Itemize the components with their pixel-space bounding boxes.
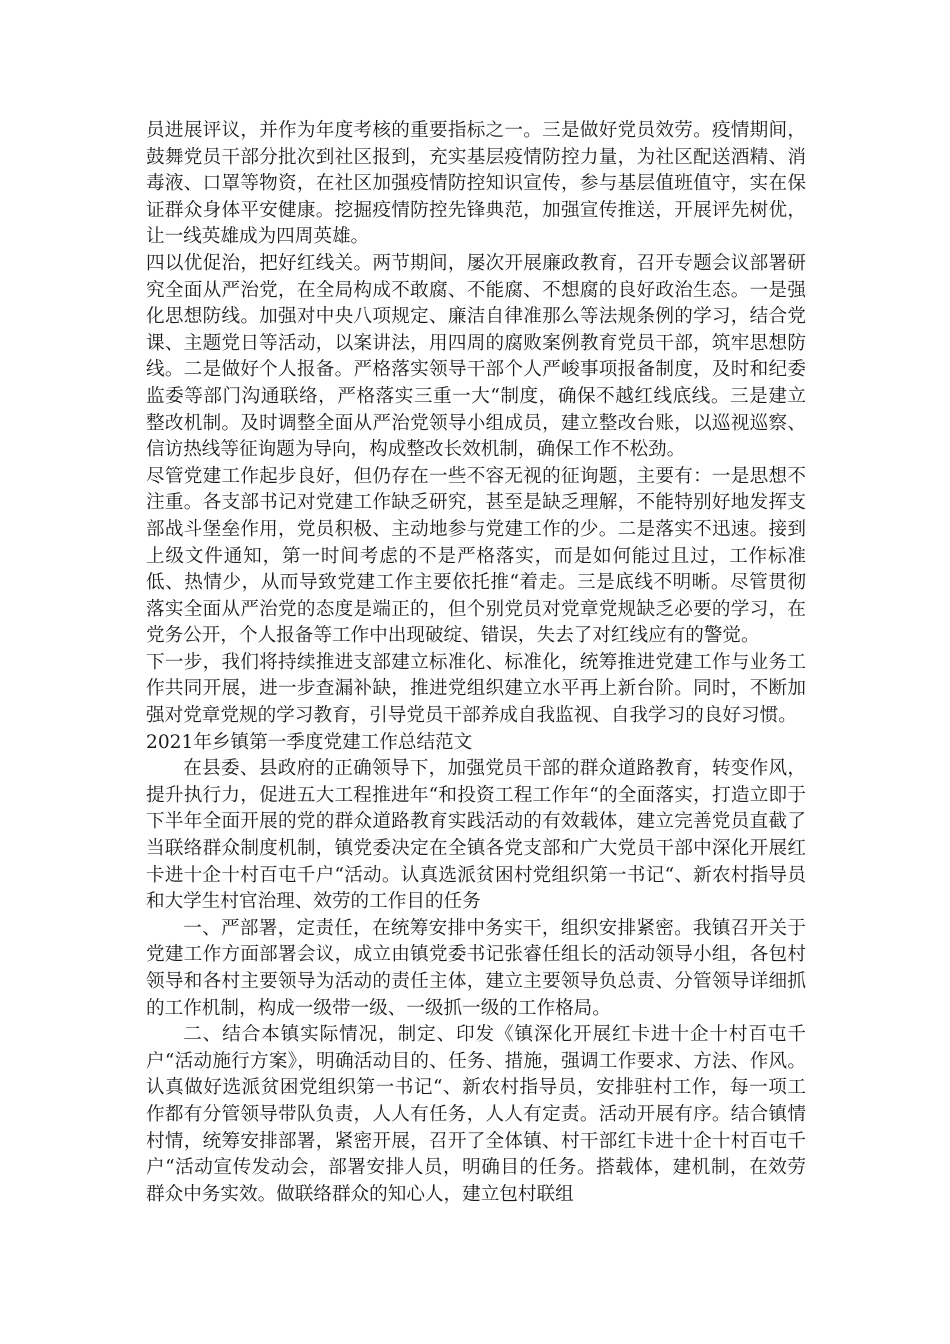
paragraph-implementation: 二、结合本镇实际情况，制定、印发《镇深化开展红卡进十企十村百屯千户“活动施行方案》，明确活动目的、任务、措施，强调工作要求、方法、作风。认真做好选派贫困党组织第一书记“、新农村指导员，安排驻村工作，每一项工作都有分管领导带队负责，人人有任务，人人有定责。活动开展有序。结合镇情村情，统筹安排部署，紧密开展，召开了全体镇、村干部红卡进十企十村百屯千户“活动宣传发动会，部署安排人员，明确目的任务。搭载体，建机制，在效劳群众中务实效。做联络群众的知心人，建立包村联组 bbox=[146, 1024, 806, 1205]
section-heading: 2021年乡镇第一季度党建工作总结范文 bbox=[146, 731, 473, 753]
paragraph-next-steps: 下一步，我们将持续推进支部建立标准化、标准化，统筹推进党建工作与业务工作共同开展，进一步查漏补缺，推进党组织建立水平再上新台阶。同时，不断加强对党章党规的学习教育，引导党员干部养成自我监视、自我学习的良好习惯。 bbox=[146, 651, 806, 727]
paragraph-intro: 在县委、县政府的正确领导下，加强党员干部的群众道路教育，转变作风，提升执行力，促进五大工程推进年“和投资工程工作年“的全面落实，打造立即于下半年全面开展的党的群众道路教育实践活动的有效载体，建立完善党员直截了当联络群众制度机制，镇党委决定在全镇各党支部和广大党员干部中深化开展红卡进十企十村百屯千户“活动。认真选派贫困村党组织第一书记“、新农村指导员和大学生村官治理、效劳的工作目的任务 bbox=[146, 758, 806, 913]
paragraph-integrity-redline: 四以优促治，把好红线关。两节期间，屡次开展廉政教育，召开专题会议部署研究全面从严治党，在全局构成不敢腐、不能腐、不想腐的良好政治生态。一是强化思想防线。加强对中央八项规定、廉洁自律准那么等法规条例的学习，结合党课、主题党日等活动，以案讲法，用四周的腐败案例教育党员干部，筑牢思想防线。二是做好个人报备。严格落实领导干部个人严峻事项报备制度，及时和纪委监委等部门沟通联络，严格落实三重一大“制度，确保不越红线底线。三是建立整改机制。及时调整全面从严治党领导小组成员，建立整改台账，以巡视巡察、信访热线等征询题为导向，构成整改长效机制，确保工作不松劲。 bbox=[146, 252, 806, 461]
paragraph-problems: 尽管党建工作起步良好，但仍存在一些不容无视的征询题，主要有：一是思想不注重。各支部书记对党建工作缺乏研究，甚至是缺乏理解，不能特别好地发挥支部战斗堡垒作用，党员积极、主动地参与党建工作的少。二是落实不迅速。接到上级文件通知，第一时间考虑的不是严格落实，而是如何能过且过，工作标准低、热情少，从而导致党建工作主要依托推“着走。三是底线不明晰。尽管贯彻落实全面从严治党的态度是端正的，但个别党员对党章党规缺乏必要的学习，在党务公开，个人报备等工作中出现破绽、错误，失去了对红线应有的警觉。 bbox=[146, 465, 806, 647]
paragraph-party-service: 员进展评议，并作为年度考核的重要指标之一。三是做好党员效劳。疫情期间，鼓舞党员干部分批次到社区报到，充实基层疫情防控力量，为社区配送酒精、消毒液、口罩等物资，在社区加强疫情防控知识宣传，参与基层值班值守，实在保证群众身体平安健康。挖掘疫情防控先锋典范，加强宣传推送，开展评先树优，让一线英雄成为四周英雄。 bbox=[146, 120, 806, 248]
document-page bbox=[146, 118, 806, 1208]
paragraph-deployment: 一、严部署，定责任，在统筹安排中务实干，组织安排紧密。我镇召开关于党建工作方面部署会议，成立由镇党委书记张睿任组长的活动领导小组，各包村领导和各村主要领导为活动的责任主体，建立主要领导负总责、分管领导详细抓的工作机制，构成一级带一级、一级抓一级的工作格局。 bbox=[146, 917, 806, 1019]
